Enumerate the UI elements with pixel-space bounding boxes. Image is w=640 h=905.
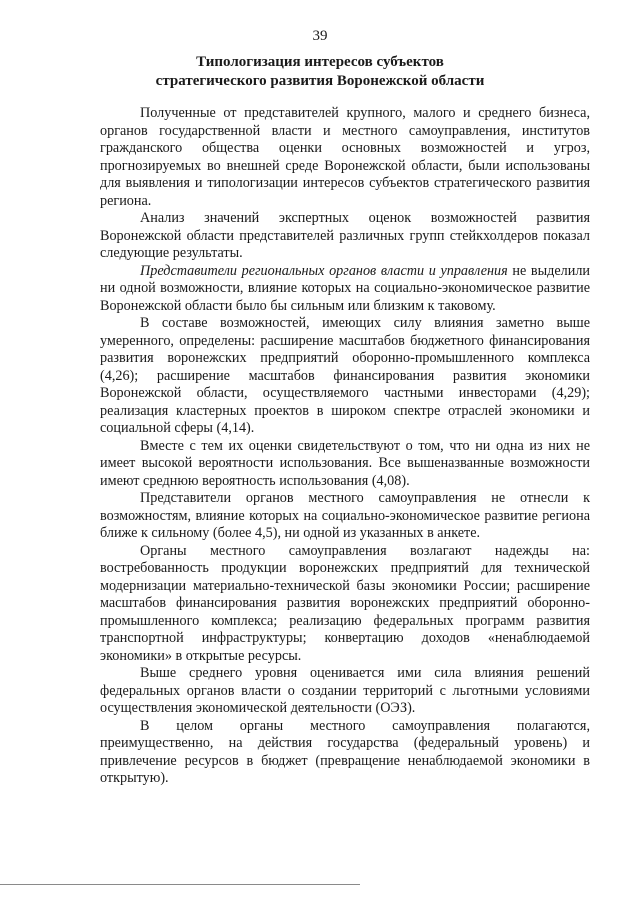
paragraph-1 — [100, 105, 590, 210]
paragraph-lead-italic: Представители региональных органов власти и управления — [140, 262, 508, 279]
paragraph-4 — [100, 315, 590, 438]
paragraph-5 — [100, 438, 590, 491]
paragraph-text: Полученные от представителей крупного, малого и среднего бизнеса, органов государственной власти и местного самоуправления, институтов гражданского общества оценки основных возможностей и угроз, прогнозируемых во внешней среде Воронежской области, были использованы для выявления и типологизации интересов субъектов стратегического развития региона. — [100, 105, 590, 209]
paragraph-9 — [100, 718, 590, 788]
title-line-1: Типологизация интересов субъектов — [196, 54, 444, 70]
paragraph-text: В целом органы местного самоуправления полагаются, преимущественно, на действия государства (федеральный уровень) и привлечение ресурсов в бюджет (превращение ненаблюдаемой экономики в открытую). — [100, 717, 590, 786]
page-number: 39 — [312, 28, 328, 44]
title-line-2: стратегического развития Воронежской области — [155, 73, 485, 89]
paragraph-text: В составе возможностей, имеющих силу влияния заметно выше умеренного, определены: расширение масштабов бюджетного финансирования развития воронежских предприятий оборонно-промышленного комплекса (4,26); расширение масштабов финансирования развития экономики Воронежской области, осуществляемого частными инвесторами (4,29); реализация кластерных проектов в широком спектре отраслей экономики и социальной сферы (4,14). — [100, 315, 590, 436]
paragraph-8 — [100, 665, 590, 718]
paragraph-6 — [100, 490, 590, 543]
paragraph-text: Представители органов местного самоуправления не отнесли к возможностям, влияние которых на социально-экономическое развитие региона ближе к сильному (более 4,5), ни одной из указанных в анкете. — [100, 490, 590, 541]
paragraph-3 — [100, 263, 590, 316]
paragraph-text: Органы местного самоуправления возлагают надежды на: востребованность продукции воронежских предприятий для технической модернизации материально-технической базы экономики России; расширение масштабов финансирования развития воронежских предприятий оборонно-промышленного комплекса; реализацию федеральных программ развития транспортной инфраструктуры; конвертацию доходов «ненаблюдаемой экономики» в открытые ресурсы. — [100, 542, 590, 664]
paragraph-text: Вместе с тем их оценки свидетельствуют о том, что ни одна из них не имеет высокой вероятности использования. Все вышеназванные возможности имеют среднюю вероятность использования (4,08). — [100, 437, 590, 489]
body-text — [100, 105, 590, 788]
paragraph-7 — [100, 543, 590, 666]
paragraph-text: Выше среднего уровня оценивается ими сила влияния решений федеральных органов власти о создании территорий с льготными условиями осуществления экономической деятельности (ОЭЗ). — [100, 665, 590, 716]
paragraph-text: Анализ значений экспертных оценок возможностей развития Воронежской области представителей различных групп стейкхолдеров показал следующие результаты. — [100, 210, 590, 261]
paragraph-2 — [100, 210, 590, 263]
document-title — [80, 53, 560, 91]
paragraph-text: не выделили ни одной возможности, влияние которых на социально-экономическое развитие Воронежской области было бы сильным или близким к таковому. — [100, 262, 590, 314]
footnote-divider — [0, 884, 360, 885]
